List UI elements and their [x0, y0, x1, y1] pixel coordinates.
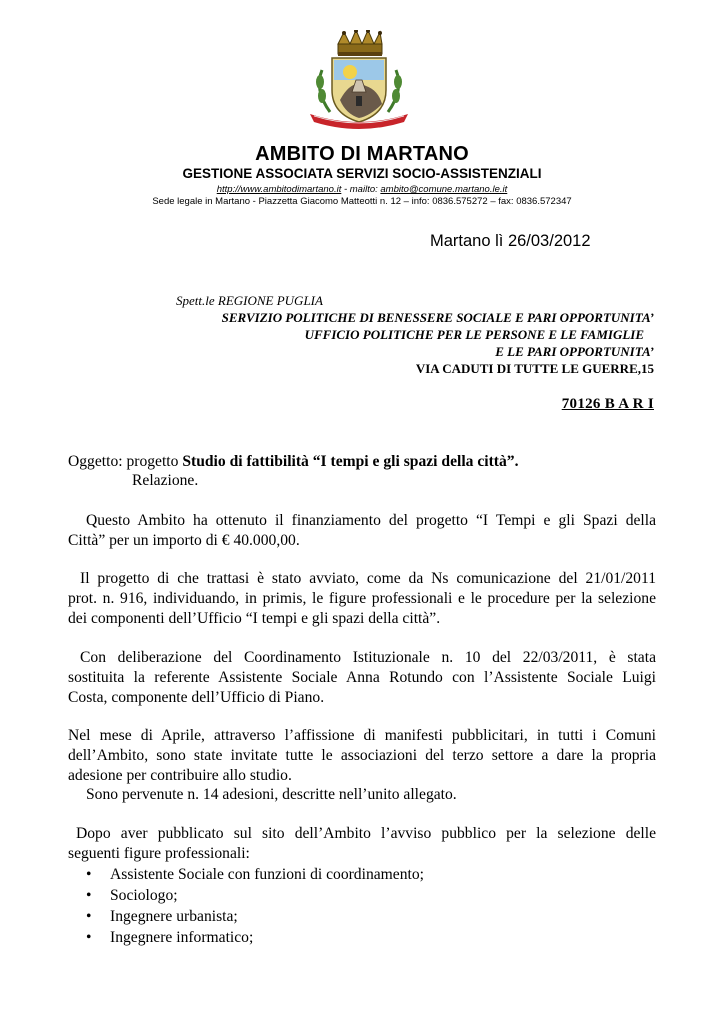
subject-relation: Relazione. [132, 472, 199, 489]
organization-subtitle: GESTIONE ASSOCIATA SERVIZI SOCIO-ASSISTENZIALI [182, 166, 542, 181]
paragraph-line: Nel mese di Aprile, attraverso l’affissione di manifesti pubblicitari, in tutti i Comuni [68, 727, 656, 744]
list-item [82, 927, 424, 948]
subject-title: Studio di fattibilità “I tempi e gli spazi della città”. [182, 453, 519, 470]
paragraph-line: sostituita la referente Assistente Sociale Anna Rotundo con l’Assistente Sociale Luigi [68, 669, 656, 686]
recipient-line-1: SERVIZIO POLITICHE DI BENESSERE SOCIALE E PARI OPPORTUNITA’ [221, 310, 654, 325]
subject-prefix: Oggetto: progetto [68, 453, 183, 470]
recipient-line-3: E LE PARI OPPORTUNITA’ [495, 344, 654, 359]
paragraph-adhesions [86, 785, 646, 805]
mailto-separator: - mailto: [341, 184, 381, 195]
list-item-text: Assistente Sociale con funzioni di coordinamento; [110, 866, 424, 883]
crown-icon [338, 30, 382, 56]
paragraph-project-start [68, 569, 656, 629]
bullet-icon: • [86, 929, 92, 946]
contact-links [0, 184, 724, 195]
paragraph-line: Sono pervenute n. 14 adesioni, descritte nell’unito allegato. [86, 786, 457, 803]
subject-line [68, 452, 656, 472]
list-item [82, 885, 424, 906]
recipient-line-2: UFFICIO POLITICHE PER LE PERSONE E LE FAMIGLIE [304, 327, 644, 342]
paragraph-line: Il progetto di che trattasi è stato avviato, come da Ns comunicazione del 21/01/2011 [80, 570, 656, 587]
professional-figures-list [82, 864, 424, 948]
list-item-text: Sociologo; [110, 887, 178, 904]
paragraph-line: Dopo aver pubblicato sul sito dell’Ambito l’avviso pubblico per la selezione delle [76, 825, 656, 842]
list-item [82, 906, 424, 927]
date-line: Martano lì 26/03/2012 [430, 232, 591, 250]
recipient-city: 70126 B A R I [561, 396, 654, 412]
paragraph-line: adesione per contribuire allo studio. [68, 767, 292, 784]
list-item-text: Ingegnere informatico; [110, 929, 254, 946]
organization-title: AMBITO DI MARTANO [255, 143, 469, 165]
paragraph-line: prot. n. 916, individuando, in primis, le figure professionali e le procedure per la selezione [68, 590, 656, 607]
paragraph-line: dei componenti dell’Ufficio “I tempi e gli spazi della città”. [68, 610, 441, 627]
paragraph-line: Questo Ambito ha ottenuto il finanziamento del progetto “I Tempi e gli Spazi della [86, 512, 656, 529]
recipient-street: VIA CADUTI DI TUTTE LE GUERRE,15 [415, 361, 654, 376]
paragraph-line: Costa, componente dell’Ufficio di Piano. [68, 689, 325, 706]
registered-office-line: Sede legale in Martano - Piazzetta Giacomo Matteotti n. 12 – info: 0836.575272 – fax: 0836.572347 [152, 196, 572, 207]
bullet-icon: • [86, 908, 92, 925]
paragraph-line: Città” per un importo di € 40.000,00. [68, 532, 300, 549]
coat-of-arms-logo [300, 30, 418, 130]
paragraph-line: seguenti figure professionali: [68, 845, 250, 862]
list-item-text: Ingegnere urbanista; [110, 908, 238, 925]
recipient-spett: Spett.le REGIONE PUGLIA [176, 293, 323, 308]
paragraph-funding [68, 511, 656, 551]
website-link[interactable]: http://www.ambitodimartano.it [216, 184, 342, 195]
paragraph-april [68, 726, 656, 786]
paragraph-selection [68, 824, 656, 864]
paragraph-deliberation [68, 648, 656, 708]
bullet-icon: • [86, 866, 92, 883]
paragraph-line: dell’Ambito, sono state invitate tutte le associazioni del terzo settore a dare la propria [68, 747, 656, 764]
bullet-icon: • [86, 887, 92, 904]
paragraph-line: Con deliberazione del Coordinamento Istituzionale n. 10 del 22/03/2011, è stata [80, 649, 656, 666]
list-item [82, 864, 424, 885]
email-link[interactable]: ambito@comune.martano.le.it [380, 184, 508, 195]
